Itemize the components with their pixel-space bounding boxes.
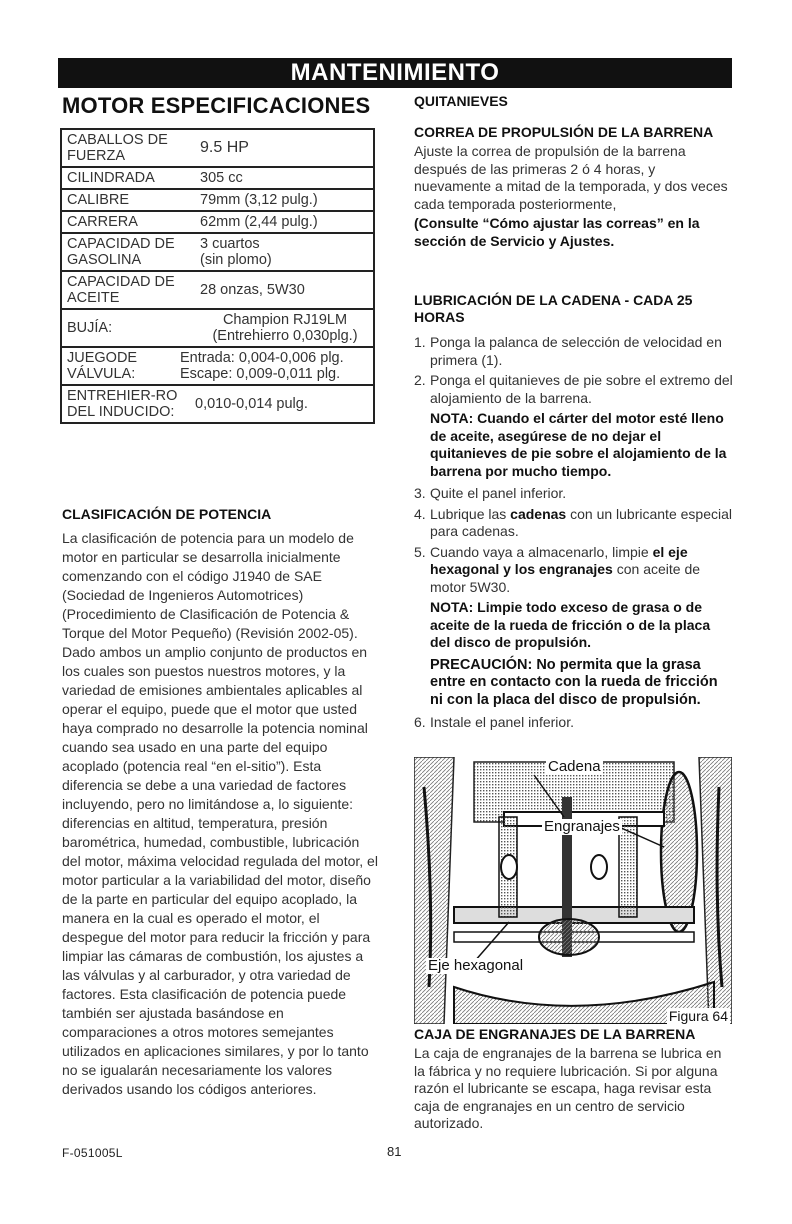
spec-row-carrera bbox=[62, 212, 373, 234]
spec-value: 62mm (2,44 pulg.) bbox=[200, 214, 318, 230]
auger-gearbox-drawing bbox=[414, 757, 732, 1024]
spec-row-aceite bbox=[62, 272, 373, 310]
spec-label: ENTREHIER-RO DEL INDUCIDO: bbox=[67, 388, 178, 420]
spec-label: CILINDRADA bbox=[67, 170, 155, 186]
spec-value: 9.5 HP bbox=[200, 139, 249, 156]
spec-row-calibre bbox=[62, 190, 373, 212]
spec-row-gasolina bbox=[62, 234, 373, 272]
spec-value: 28 onzas, 5W30 bbox=[200, 282, 305, 298]
spec-row-valvula bbox=[62, 348, 373, 386]
caution-note: PRECAUCIÓN: No permita que la grasa entre en contacto con la rueda de fricción ni con la placa del disco de propulsión. bbox=[430, 656, 718, 708]
spec-row-hp bbox=[62, 130, 373, 168]
spec-value: (sin plomo) bbox=[200, 252, 272, 268]
spec-row-cilindrada bbox=[62, 168, 373, 190]
label-engranajes: Engranajes bbox=[544, 818, 620, 835]
spec-label: CALIBRE bbox=[67, 192, 130, 208]
spec-label: CAPACIDAD DE ACEITE bbox=[67, 274, 175, 306]
note-clean-grease: NOTA: Limpie todo exceso de grasa o de aceite de la rueda de fricción o de la placa del disco de propulsión. bbox=[430, 599, 711, 650]
power-rating-body: La clasificación de potencia para un modelo de motor en particular se desarrolla inicialmente comenzando con el código J1940 de SAE (Sociedad de Ingenieros Automotrices) (Procedimiento de Clasificación de Potencia & Torque del Motor Pequeño) (Revisión 2002-05). Dado ambos un amplio conjunto de productos en los cuales son puestos nuestros motores, y la variedad de emisiones ambientales aplicables al operar el equipo, puede que el motor que usted haya comprado no desarrolle la potencia nominal cuando sea usado en una parte del equipo acoplado (potencia real “en el-sitio”). Esta diferencia se debe a una variedad de factores incluyendo, pero no limitándose a, lo siguiente: diferencias en altitud, temperatura, presión barométrica, humedad, combustible, lubricación del motor, máxima velocidad regulada del motor, el motor particular a la variabilidad del motor, diseño de la parte en particular del equipo acoplado, la manera en la cual es operado el motor, el despegue del motor para reducir la fricción y para limpiar las cámaras de combustión, los ajustes a las válvulas y al carburador, y otra variedad de factores. Esta clasificación de potencia puede también ser ajustada basándose en comparaciones a otros motores semejantes utilizados en aplicaciones similares, y por lo tanto no se igualarán necesariamente los valores derivados usando los códigos anteriores. bbox=[62, 530, 378, 1097]
chain-lube-heading: LUBRICACIÓN DE LA CADENA - CADA 25 HORAS bbox=[414, 292, 693, 325]
spec-value: Champion RJ19LM bbox=[222, 312, 348, 328]
list-item: 3. Quite el panel inferior. bbox=[414, 485, 567, 501]
power-rating-heading: CLASIFICACIÓN DE POTENCIA bbox=[62, 506, 272, 522]
page-title: MOTOR ESPECIFICACIONES bbox=[62, 93, 371, 118]
auger-belt-heading: CORREA DE PROPULSIÓN DE LA BARRENA bbox=[414, 124, 714, 140]
spec-value: Escape: 0,009-0,011 plg. bbox=[180, 366, 341, 382]
section-banner: MANTENIMIENTO bbox=[58, 58, 732, 88]
label-cadena: Cadena bbox=[548, 758, 601, 775]
spec-label: CABALLOS DE FUERZA bbox=[67, 132, 168, 164]
document-code: F-051005L bbox=[62, 1146, 123, 1160]
spec-value: 0,010-0,014 pulg. bbox=[195, 396, 308, 412]
gearbox-heading: CAJA DE ENGRANAJES DE LA BARRENA bbox=[414, 1026, 696, 1042]
power-rating-section bbox=[62, 506, 378, 1099]
list-item: 2. Ponga el quitanieves de pie sobre el extremo del alojamiento de la barrena. bbox=[414, 372, 733, 406]
label-eje-hexagonal: Eje hexagonal bbox=[428, 957, 524, 974]
note-crankcase: NOTA: Cuando el cárter del motor esté lleno de aceite, asegúrese de no dejar el quitanieves de pie sobre el alojamiento de la barrena por mucho tiempo. bbox=[430, 410, 727, 479]
page-number: 81 bbox=[387, 1144, 402, 1159]
snowthrower-section bbox=[414, 93, 734, 735]
list-item: 1. Ponga la palanca de selección de velocidad en primera (1). bbox=[414, 334, 722, 368]
spec-value: 3 cuartos bbox=[200, 236, 260, 252]
gearbox-section bbox=[414, 1026, 734, 1133]
spec-value: 305 cc bbox=[200, 170, 243, 186]
spec-label: JUEGODE VÁLVULA: bbox=[67, 350, 138, 382]
spec-label: CAPACIDAD DE GASOLINA bbox=[67, 236, 175, 268]
list-item: 4. Lubrique las cadenas con un lubricante especial para cadenas. bbox=[414, 505, 732, 539]
engine-spec-table bbox=[60, 128, 375, 424]
spec-row-bujia bbox=[62, 310, 373, 348]
spec-row-entrehierro bbox=[62, 386, 373, 422]
list-item: 6. Instale el panel inferior. bbox=[414, 714, 574, 730]
spec-value: 79mm (3,12 pulg.) bbox=[200, 192, 318, 208]
spec-label: CARRERA bbox=[67, 214, 138, 230]
spec-value: Entrada: 0,004-0,006 plg. bbox=[180, 350, 344, 366]
figure-caption: Figura 64 bbox=[668, 1008, 728, 1024]
figure-64-illustration bbox=[414, 757, 732, 1024]
auger-belt-reference: (Consulte “Cómo ajustar las correas” en la sección de Servicio y Ajustes. bbox=[414, 215, 700, 249]
auger-belt-body: Ajuste la correa de propulsión de la barrena después de las primeras 2 ó 4 horas, y nuevamente a mitad de la temporada, y dos veces cada temporada posteriormente, bbox=[414, 143, 728, 212]
spec-value: (Entrehierro 0,030plg.) bbox=[212, 328, 358, 344]
snowthrower-heading: QUITANIEVES bbox=[414, 93, 508, 109]
gearbox-body: La caja de engranajes de la barrena se lubrica en la fábrica y no requiere lubricación. Si por alguna razón el lubricante se escapa, haga revisar esta caja de engranajes en un centro de servicio autorizado. bbox=[414, 1045, 722, 1131]
chain-lube-steps bbox=[414, 334, 734, 407]
spec-label: BUJÍA: bbox=[67, 320, 113, 336]
list-item: 5. Cuando vaya a almacenarlo, limpie el eje hexagonal y los engranajes con aceite de motor 5W30. bbox=[414, 543, 701, 595]
